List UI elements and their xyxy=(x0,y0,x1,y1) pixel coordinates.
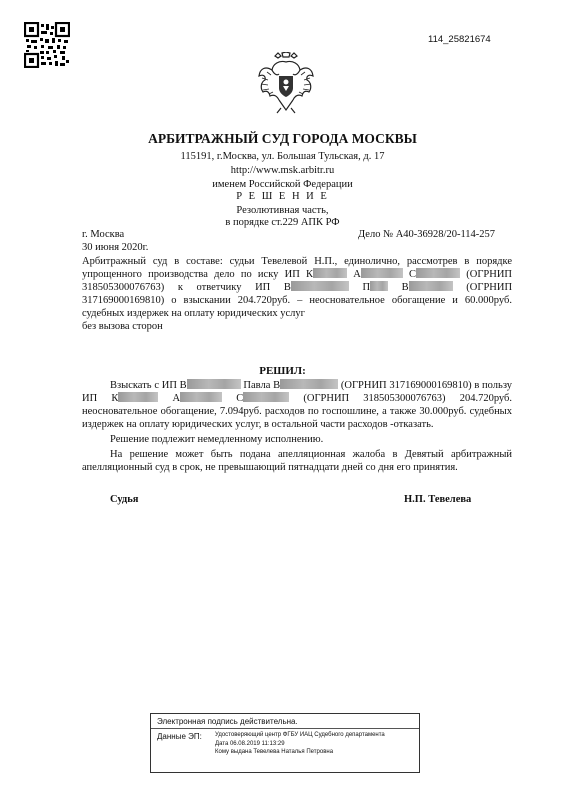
document-number: 114_25821674 xyxy=(428,34,491,45)
judge-name: Н.П. Тевелева xyxy=(404,494,472,505)
redaction-block xyxy=(280,379,338,389)
redaction-block xyxy=(361,268,403,278)
redaction-block xyxy=(243,392,289,402)
court-url-link[interactable]: http://www.msk.arbitr.ru xyxy=(230,165,335,176)
procedure-label: в порядке ст.229 АПК РФ xyxy=(225,217,340,228)
immediate-execution-note: Решение подлежит немедленному исполнению. xyxy=(110,434,324,445)
decision-date: 30 июня 2020г. xyxy=(82,242,149,253)
court-name: АРБИТРАЖНЫЙ СУД ГОРОДА МОСКВЫ xyxy=(148,131,417,146)
operative-part-label: Резолютивная часть, xyxy=(236,205,329,216)
city: г. Москва xyxy=(82,229,125,240)
redaction-block xyxy=(370,281,388,291)
redaction-block xyxy=(409,281,453,291)
appeal-note: На решение может быть подана апелляционная жалоба в Девятый арбитражный апелляционный суд в срок, не превышающий пятнадцати дней со дня его принятия. xyxy=(82,449,512,473)
signature-valid-text: Электронная подпись действительна. xyxy=(157,717,298,726)
signature-data-label: Данные ЭП: xyxy=(157,732,202,741)
decision-title: Р Е Ш Е Н И Е xyxy=(236,191,329,202)
redaction-block xyxy=(291,281,349,291)
redaction-block xyxy=(118,392,158,402)
redaction-block xyxy=(180,392,222,402)
redaction-block xyxy=(313,268,347,278)
decided-heading: РЕШИЛ: xyxy=(259,365,306,377)
ruling-paragraph: Взыскать с ИП В Павла В (ОГРНИП 317169000169810) в пользу ИП К А С (ОГРНИП 318505300076763) 204.720руб. неосновательное обогащение, 7.094руб. расходов по госпошлине, а также 30.000руб. судебных издержек на оплату юридических услуг, в остальной части расходов -отказать. xyxy=(82,380,513,430)
name-of-federation: именем Российской Федерации xyxy=(212,179,353,190)
redaction-block xyxy=(416,268,460,278)
signature-divider xyxy=(151,728,419,729)
court-address: 115191, г.Москва, ул. Большая Тульская, д. 17 xyxy=(180,151,385,162)
no-parties-note: без вызова сторон xyxy=(82,321,163,332)
signature-details: Удостоверяющий центр ФГБУ ИАЦ Судебного департамента Дата 06.08.2019 11:13:29 Кому выдана Тевелева Наталья Петровна xyxy=(215,732,385,755)
case-number: Дело № А40-36928/20-114-257 xyxy=(358,229,496,240)
judge-label: Судья xyxy=(110,494,139,505)
electronic-signature-box xyxy=(150,713,420,773)
double-headed-eagle-emblem-icon xyxy=(257,52,315,114)
qr-code-icon xyxy=(24,22,70,68)
intro-paragraph: Арбитражный суд в составе: судьи Тевелевой Н.П., единолично, рассмотрев в порядке упрощенного производства дело по иску ИП К А С (ОГРНИП 318505300076763) к ответчику ИП В П В (ОГРНИП 317169000169810) о взыскании 204.720руб. – неосновательное обогащение и 60.000руб. судебных издержек на оплату юридических услуг xyxy=(82,256,513,319)
redaction-block xyxy=(187,379,241,389)
